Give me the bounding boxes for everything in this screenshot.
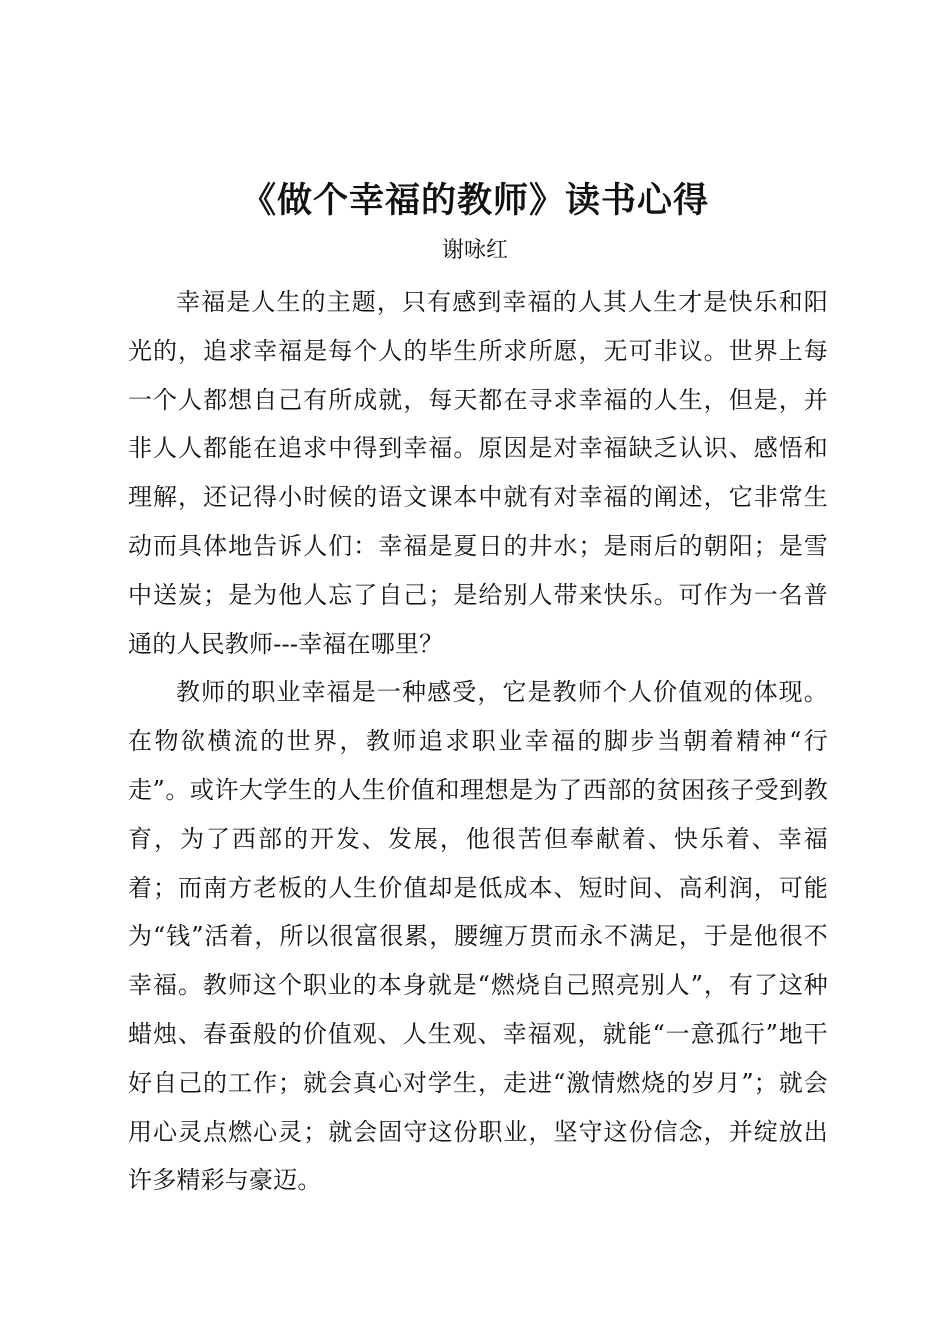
paragraph-2: 教师的职业幸福是一种感受，它是教师个人价值观的体现。在物欲横流的世界，教师追求职业幸福的脚步当朝着精神“行走”。或许大学生的人生价值和理想是为了西部的贫困孩子受到教育，为了西部的开发、发展，他很苦但奉献着、快乐着、幸福着；而南方老板的人生价值却是低成本、短时间、高利润，可能为“钱”活着，所以很富很累，腰缠万贯而永不满足，于是他很不幸福。教师这个职业的本身就是“燃烧自己照亮别人”，有了这种蜡烛、春蚕般的价值观、人生观、幸福观，就能“一意孤行”地干好自己的工作；就会真心对学生，走进“激情燃烧的岁月”；就会用心灵点燃心灵；就会固守这份职业，坚守这份信念，并绽放出许多精彩与豪迈。: [128, 678, 828, 1195]
document-author: 谢咏红: [441, 238, 508, 263]
document-title: 《做个幸福的教师》读书心得: [240, 180, 709, 221]
document-body: [128, 278, 828, 1205]
paragraph-1: 幸福是人生的主题，只有感到幸福的人其人生才是快乐和阳光的，追求幸福是每个人的毕生所求所愿，无可非议。世界上每一个人都想自己有所成就，每天都在寻求幸福的人生，但是，并非人人都能在追求中得到幸福。原因是对幸福缺乏认识、感悟和理解，还记得小时候的语文课本中就有对幸福的阐述，它非常生动而具体地告诉人们：幸福是夏日的井水；是雨后的朝阳；是雪中送炭；是为他人忘了自己；是给别人带来快乐。可作为一名普通的人民教师---幸福在哪里？: [128, 288, 828, 658]
